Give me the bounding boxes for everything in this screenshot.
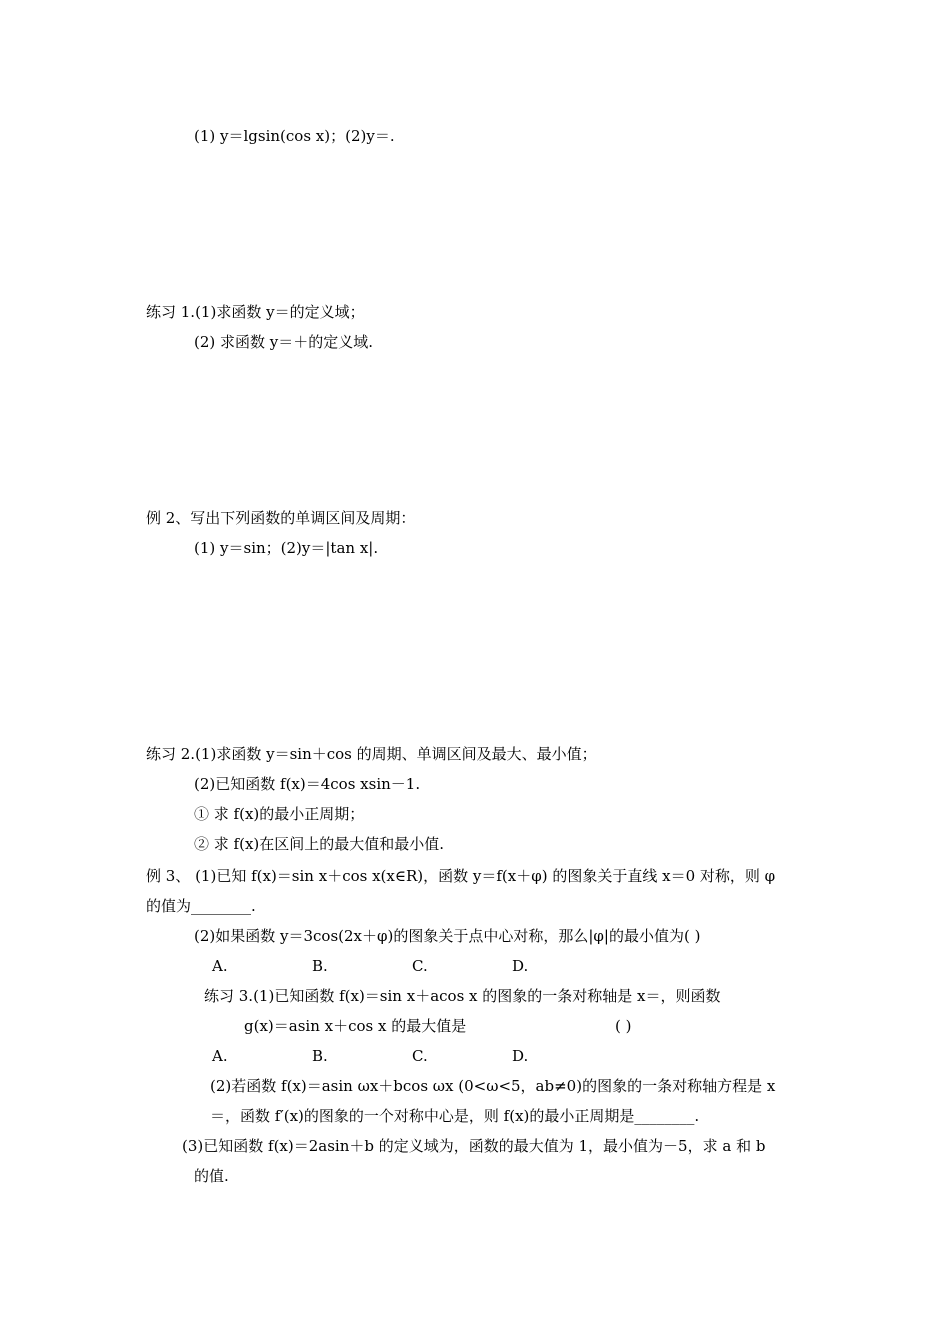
exercise1-part1: 练习 1.(1)求函数 y＝的定义域； <box>146 303 365 321</box>
exercise3-part3: (3)已知函数 f(x)＝2asin＋b 的定义域为，函数的最大值为 1，最小值为－5，求 a 和 b <box>182 1137 766 1155</box>
example2-items: (1) y＝sin；(2)y＝|tan x|. <box>194 539 379 557</box>
exercise2-part2: (2)已知函数 f(x)＝4cos xsin－1. <box>194 775 421 793</box>
example3-part1-cont: 的值为________. <box>146 897 256 915</box>
example2-heading: 例 2、写出下列函数的单调区间及周期： <box>146 509 416 527</box>
example3-option-c: C. <box>412 957 428 975</box>
example1-items: (1) y＝lgsin(cos x)；(2)y＝. <box>194 127 395 145</box>
exercise3-answer-bracket: ( ) <box>615 1017 632 1035</box>
exercise1-part2: (2) 求函数 y＝＋的定义域. <box>194 333 374 351</box>
exercise3-part1-cont: g(x)＝asin x＋cos x 的最大值是 <box>244 1017 467 1035</box>
exercise3-part3-cont: 的值. <box>194 1167 229 1185</box>
exercise3-part2-cont: ＝，函数 f′(x)的图象的一个对称中心是，则 f(x)的最小正周期是________. <box>210 1107 700 1125</box>
example3-part2: (2)如果函数 y＝3cos(2x＋φ)的图象关于点中心对称，那么|φ|的最小值为( ) <box>194 927 701 945</box>
exercise2-sub2: ② 求 f(x)在区间上的最大值和最小值. <box>194 835 445 853</box>
exercise3-option-c: C. <box>412 1047 428 1065</box>
exercise3-option-b: B. <box>312 1047 328 1065</box>
example3-part1: 例 3、 (1)已知 f(x)＝sin x＋cos x(x∈R)，函数 y＝f(x＋φ) 的图象关于直线 x＝0 对称，则 φ <box>146 867 776 885</box>
example3-option-a: A. <box>212 957 228 975</box>
exercise2-sub1: ① 求 f(x)的最小正周期； <box>194 805 365 823</box>
example3-option-d: D. <box>512 957 529 975</box>
example3-option-b: B. <box>312 957 328 975</box>
exercise2-part1: 练习 2.(1)求函数 y＝sin＋cos 的周期、单调区间及最大、最小值； <box>146 745 597 763</box>
exercise3-option-a: A. <box>212 1047 228 1065</box>
exercise3-part2: (2)若函数 f(x)＝asin ωx＋bcos ωx (0<ω<5，ab≠0)的图象的一条对称轴方程是 x <box>210 1077 776 1095</box>
exercise3-part1: 练习 3.(1)已知函数 f(x)＝sin x＋acos x 的图象的一条对称轴是 x＝，则函数 <box>204 987 721 1005</box>
exercise3-option-d: D. <box>512 1047 529 1065</box>
